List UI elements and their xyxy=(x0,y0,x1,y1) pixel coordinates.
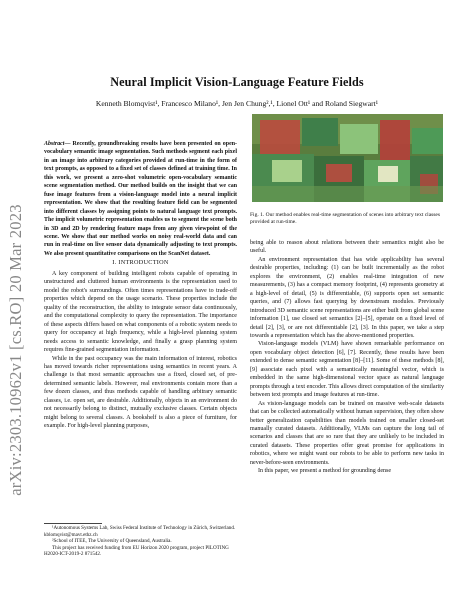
body-paragraph: Vision-language models (VLM) have shown remarkable performance on open vocabulary object detection [6], [7]. Recently, these results have been extended to dense semantic segmentation [8]–[11]. Some of these methods [8], [9] associate each pixel with a semantically meaningful vector, which is embedded in the same high-dimensional vector space as natural language prompts through a text encoder. This allows direct computation of the similarity between text prompts and image features at run-time. xyxy=(250,341,444,399)
body-paragraph: In this paper, we present a method for grounding dense xyxy=(258,468,392,475)
footnotes xyxy=(44,525,237,558)
intro-paragraph: While in the past occupancy was the main information of interest, robotics has moved towards richer representations using semantics in recent years. A challenge is that most semantic approaches use a fixed, closed set, of pre-determined semantic labels. However, real environments contain more than a few dozen classes, and thus methods capable of handling arbitrary semantic classes, i.e. open set, are desirable. Additionally, objects in an environment do not necessarily belong to distinct, mutually exclusive classes. Certain objects might belong to several classes. A bookshelf is also a piece of furniture, for example. For high-level planning purposes, xyxy=(44,355,237,430)
author-list: Kenneth Blomqvist¹, Francesco Milano¹, Jen Jen Chung²,¹, Lionel Ott¹ and Roland Siegwart¹ xyxy=(95,99,379,108)
figure-caption-label: Fig. 1. xyxy=(250,212,265,218)
figure-1-image xyxy=(252,114,443,202)
footnote-affiliation-1: ¹Autonomous Systems Lab, Swiss Federal Institute of Technology in Zürich, Switzerland. kblomqvist@mavt.ethz.ch xyxy=(44,525,236,538)
footnote-rule xyxy=(44,523,102,524)
arxiv-stamp xyxy=(4,155,28,545)
body-paragraph: An environment representation that has wide applicability has several desirable properties, including: (1) can be built incrementally as the robot explores the environment, (2) enables real-time integration of new measurements, (3) has a compact memory footprint, (4) represents geometry at a high-level of detail, (5) is differentiable, (6) supports open set semantic queries, and (7) allows fast querying by downstream modules. Previously introduced 3D semantic scene representations are either built from global scene information [1], use closed set semantics [2]–[5], operate on a fixed level of detail [2], [3], or are not differentiable [2], [3]. In this paper, we take a step towards a representation which has the above-mentioned properties. xyxy=(250,256,444,339)
section-heading-introduction: I. INTRODUCTION xyxy=(112,259,169,266)
body-paragraph: being able to reason about relations between their semantics might also be useful. xyxy=(250,240,444,255)
right-column-body xyxy=(250,239,444,476)
paper-title: Neural Implicit Vision-Language Feature Fields xyxy=(110,75,364,89)
body-paragraph: As vision-language models can be trained on massive web-scale datasets that can be collected automatically without human supervision, they often show better generalization capabilities than models trained on smaller closed-set manually curated datasets. Additionally, VLMs can capture the long tail of scenarios and classes that are so rare that they are unlikely to be included in curated datasets. These properties offer great promise for applications in robotics, where we might want our robots to be able to perform new tasks in never-before-seen environments. xyxy=(250,400,444,466)
abstract-label: Abstract xyxy=(44,141,65,147)
arxiv-id: arXiv:2303.10962v1 [cs.RO] 20 Mar 2023 xyxy=(6,204,25,496)
figure-caption xyxy=(250,212,444,226)
intro-paragraph: A key component of building intelligent robots capable of operating in unstructured and cluttered human environments is the representation used to model the robot's surroundings. Often times representations have to trade-off properties which depend on the usage scenario. These properties include the quality of the reconstruction, the ability to integrate sensor data continuously, and the computational complexity to query the representation. The importance of these aspects differs based on what components of a robotic system needs to query for occupancy at high frequency, while a high-level planning system needs access to semantic knowledge, and finally a grasp planning system requires fine-grained segmentation information. xyxy=(44,271,237,354)
figure-caption-text: Our method enables real-time segmentation of scenes into arbitrary text classes provided at run-time. xyxy=(250,212,441,225)
footnote-funding: This project has received funding from EU Horizon 2020 program, project PILOTING H2020-ICT-2019-2 871542. xyxy=(44,544,229,558)
segmentation-figure xyxy=(252,114,443,202)
footnote-affiliation-2: ²School of ITEE, The University of Queensland, Australia. xyxy=(52,538,172,545)
abstract xyxy=(44,140,237,258)
abstract-text: — Recently, groundbreaking results have been presented on open-vocabulary semantic image segmentation. Such methods segment each pixel in an image into arbitrary categories provided at run-time in the form of text prompts, as opposed to a fixed set of classes defined at training time. In this work, we present a zero-shot volumetric open-vocabulary semantic scene segmentation method. Our method builds on the insight that we can fuse image features from a vision-language model into a neural implicit representation. We show that the resulting feature field can be segmented into different classes by assigning points to natural language text prompts. The implicit volumetric representation enables us to segment the scene both in 3D and 2D by rendering feature maps from any given viewpoint of the scene. We show that our method works on noisy real-world data and can run in real-time on live sensor data dynamically adjusting to text prompts. We also present quantitative comparisons on the ScanNet dataset. xyxy=(44,141,237,257)
introduction-body xyxy=(44,270,237,431)
